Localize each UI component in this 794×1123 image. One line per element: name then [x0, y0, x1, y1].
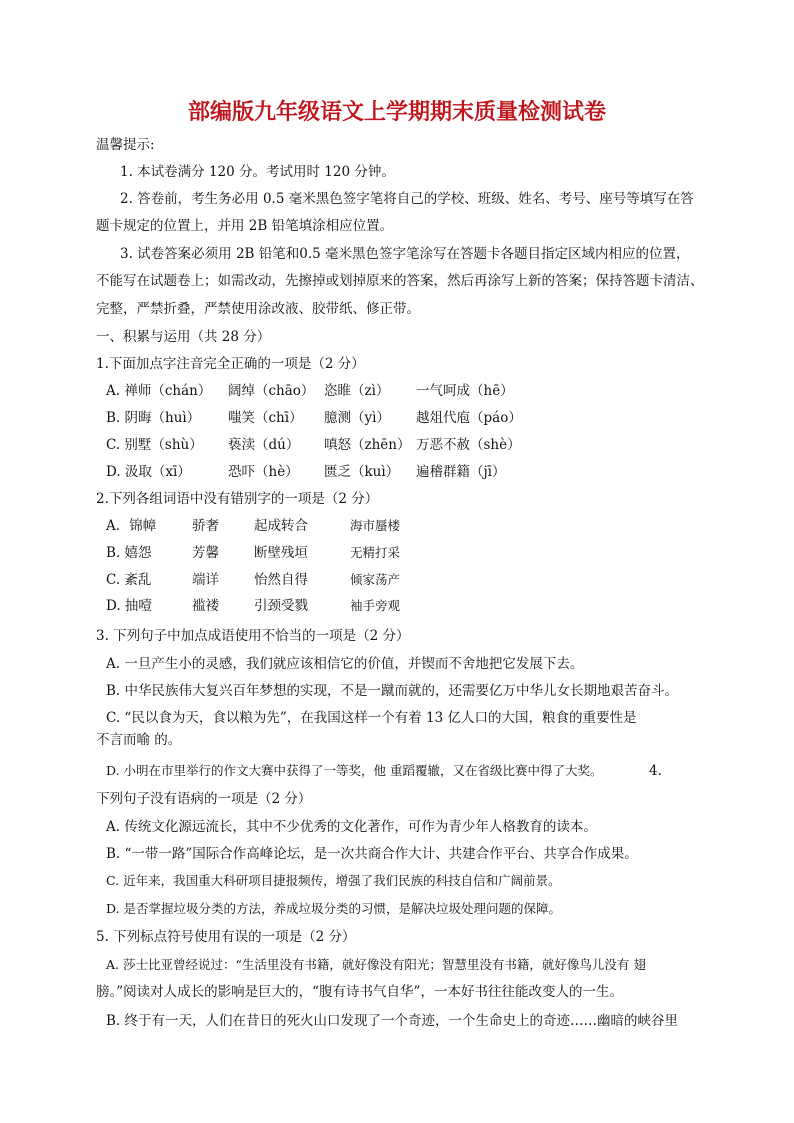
option-cell: 断壁残垣: [254, 545, 308, 561]
question-2-option-c: [106, 571, 706, 589]
notice-item-3-line-2: 不能写在试题卷上；如需改动，先擦掉或划掉原来的答案，然后再涂写上新的答案；保持答题卡清洁、: [96, 273, 704, 289]
option-cell: 亵渎（dú）: [228, 437, 300, 453]
option-cell: 引颈受戮: [254, 598, 308, 614]
question-3-option-b: B. 中华民族伟大复兴百年梦想的实现，不是一蹴而就的，还需要亿万中华儿女长期地艰苦奋斗。: [106, 683, 679, 699]
option-cell: C. 别墅（shù）: [106, 437, 203, 453]
question-5-option-a-line-2: 膀。”阅读对人成长的影响是巨大的，“腹有诗书气自华”，一本好书往往能改变人的一生。: [96, 984, 623, 1000]
notice-item-2-line-2: 题卡规定的位置上，并用 2B 铅笔填涂相应位置。: [96, 218, 394, 234]
notice-item-3-line-1: 3. 试卷答案必须用 2B 铅笔和0.5 毫米黑色签字笔涂写在答题卡各题目指定区域内相应的位置，: [120, 246, 690, 262]
option-cell: B. 阴晦（huì）: [106, 410, 201, 426]
question-3-option-d: D. 小明在市里举行的作文大赛中获得了一等奖，他 重蹈覆辙，又在省级比赛中得了大奖。: [106, 763, 603, 778]
option-cell: 端详: [192, 572, 219, 588]
option-cell: 臆测（yì）: [324, 410, 390, 426]
question-5-option-a-line-1: A. 莎士比亚曾经说过：“生活里没有书籍，就好像没有阳光；智慧里没有书籍，就好像鸟儿没有 翅: [106, 957, 646, 972]
section-heading: 一、积累与运用（共 28 分）: [96, 329, 271, 345]
option-cell: A．锦幛: [106, 518, 157, 534]
question-2-stem: 2.下列各组词语中没有错别字的一项是（2 分）: [96, 491, 379, 507]
question-2-option-a: [106, 517, 706, 535]
question-2-option-b: [106, 544, 706, 562]
option-cell: 无精打采: [350, 545, 401, 560]
option-cell: A. 禅师（chán）: [106, 383, 212, 399]
notice-heading: 温馨提示:: [96, 137, 155, 153]
option-cell: D. 汲取（xī）: [106, 464, 191, 480]
question-5-option-b: B. 终于有一天，人们在昔日的死火山口发现了一个奇迹，一个生命史上的奇迹……幽暗的峡谷里: [106, 1013, 679, 1029]
question-4-number: 4.: [649, 763, 662, 779]
question-4-option-c: C. 近年来，我国重大科研项目捷报频传，增强了我们民族的科技自信和广阔前景。: [106, 873, 561, 888]
option-cell: 恣睢（zì）: [324, 383, 390, 399]
question-3-option-c-line-2: 不言而喻 的。: [96, 732, 182, 748]
option-cell: B. 嬉怨: [106, 545, 152, 561]
notice-item-2-line-1: 2. 答卷前，考生务必用 0.5 毫米黑色签字笔将自己的学校、班级、姓名、考号、座号等填写在答: [120, 191, 694, 207]
option-cell: 褴褛: [192, 598, 219, 614]
question-4-option-d: D. 是否掌握垃圾分类的方法，养成垃圾分类的习惯，是解决垃圾处理问题的保障。: [106, 901, 562, 916]
option-cell: 嗤笑（chī）: [228, 410, 303, 426]
option-cell: 芳馨: [192, 545, 219, 561]
question-3-option-c-line-1: C. “民以食为天，食以粮为先”，在我国这样一个有着 13 亿人口的大国，粮食的重要性是: [106, 710, 637, 726]
option-cell: D. 抽噎: [106, 598, 152, 614]
notice-item-1: 1. 本试卷满分 120 分。考试用时 120 分钟。: [120, 164, 395, 180]
question-4-option-a: A. 传统文化源远流长，其中不少优秀的文化著作，可作为青少年人格教育的读本。: [106, 819, 597, 835]
option-cell: 遍稽群籍（jī）: [416, 464, 506, 480]
question-1-stem: 1.下面加点字注音完全正确的一项是（2 分）: [96, 356, 365, 372]
page-title: 部编版九年级语文上学期期末质量检测试卷: [187, 100, 606, 125]
option-cell: 海市蜃楼: [350, 518, 401, 533]
option-cell: 阔绰（chāo）: [228, 383, 315, 399]
option-cell: 骄奢: [192, 518, 219, 534]
notice-item-3-line-3: 完整，严禁折叠，严禁使用涂改液、胶带纸、修正带。: [96, 301, 420, 317]
question-3-stem: 3. 下列句子中加点成语使用不恰当的一项是（2 分）: [96, 628, 410, 644]
question-4-stem: 下列句子没有语病的一项是（2 分）: [96, 791, 312, 807]
option-cell: 越俎代庖（páo）: [416, 410, 522, 426]
question-5-stem: 5. 下列标点符号使用有误的一项是（2 分）: [96, 929, 356, 945]
question-1-option-c: [106, 436, 706, 454]
option-cell: 怡然自得: [254, 572, 308, 588]
option-cell: 一气呵成（hē）: [416, 383, 514, 399]
option-cell: 袖手旁观: [350, 598, 401, 613]
question-3-option-a: A. 一旦产生小的灵感，我们就应该相信它的价值，并锲而不舍地把它发展下去。: [106, 656, 584, 672]
question-1-option-d: [106, 463, 706, 481]
option-cell: 起成转合: [254, 518, 308, 534]
option-cell: 嗔怒（zhēn）: [324, 437, 411, 453]
option-cell: 倾家荡产: [350, 572, 401, 587]
question-2-option-d: [106, 597, 706, 615]
question-4-option-b: B. “一带一路”国际合作高峰论坛，是一次共商合作大计、共建合作平台、共享合作成果。: [106, 846, 638, 862]
question-1-option-a: [106, 382, 706, 400]
option-cell: 恐吓（hè）: [228, 464, 299, 480]
option-cell: 匮乏（kuì）: [324, 464, 400, 480]
option-cell: 万恶不赦（shè）: [416, 437, 521, 453]
option-cell: C. 紊乱: [106, 572, 152, 588]
question-1-option-b: [106, 409, 706, 427]
